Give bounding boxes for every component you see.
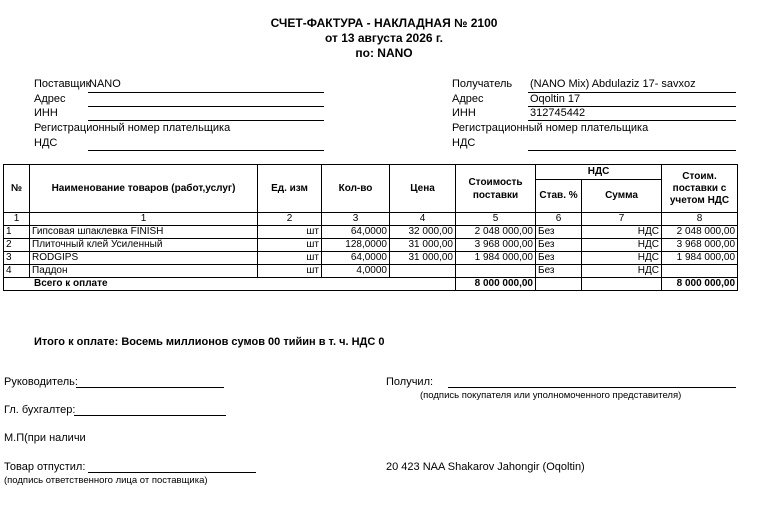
row-qty: 4,0000 <box>322 265 390 278</box>
row-unit: шт <box>258 226 322 239</box>
supplier-inn-label: ИНН <box>34 107 58 119</box>
row-cost: 2 048 000,00 <box>456 226 536 239</box>
column-numbers-row <box>4 213 738 226</box>
invoice-title: СЧЕТ-ФАКТУРА - НАКЛАДНАЯ № 2100 <box>270 16 498 30</box>
header-qty: Кол-во <box>322 165 390 213</box>
table-row <box>4 252 738 265</box>
col-number: 1 <box>4 213 30 226</box>
table-row <box>4 265 738 278</box>
invoice-table <box>3 164 738 291</box>
recipient-nds-label: НДС <box>452 137 476 149</box>
table-row <box>4 226 738 239</box>
row-cost <box>456 265 536 278</box>
released-label: Товар отпустил: <box>4 461 86 473</box>
row-rate: Без <box>536 252 582 265</box>
invoice-date: от 13 августа 2026 г. <box>324 31 444 45</box>
row-name: Плиточный клей Усиленный <box>30 239 258 252</box>
row-total <box>662 265 738 278</box>
accountant-label: Гл. бухгалтер: <box>4 404 76 416</box>
row-num: 2 <box>4 239 30 252</box>
row-price: 32 000,00 <box>390 226 456 239</box>
received-note: (подпись покупателя или уполномоченного представителя) <box>420 390 682 401</box>
recipient-label: Получатель <box>452 78 513 90</box>
row-name: RODGIPS <box>30 252 258 265</box>
row-sum: НДС <box>582 239 662 252</box>
header-cost: Стоимость поставки <box>456 165 536 213</box>
header-nds: НДС <box>536 165 662 180</box>
col-number: 4 <box>390 213 456 226</box>
row-num: 1 <box>4 226 30 239</box>
row-unit: шт <box>258 239 322 252</box>
total-with-nds: 8 000 000,00 <box>662 278 738 291</box>
row-unit: шт <box>258 252 322 265</box>
row-qty: 128,0000 <box>322 239 390 252</box>
stamp-label: М.П(при наличи <box>4 432 86 444</box>
supplier-address-line <box>88 106 324 107</box>
supplier-inn-line <box>88 120 324 121</box>
table-row <box>4 239 738 252</box>
col-number: 7 <box>582 213 662 226</box>
col-number: 6 <box>536 213 582 226</box>
power-of-attorney: 20 423 NAA Shakarov Jahongir (Oqoltin) <box>386 461 585 473</box>
row-rate: Без <box>536 226 582 239</box>
row-price: 31 000,00 <box>390 239 456 252</box>
header-price: Цена <box>390 165 456 213</box>
row-total: 2 048 000,00 <box>662 226 738 239</box>
row-price: 31 000,00 <box>390 252 456 265</box>
row-name: Гипсовая шпаклевка FINISH <box>30 226 258 239</box>
row-name: Паддон <box>30 265 258 278</box>
row-num: 3 <box>4 252 30 265</box>
received-label: Получил: <box>386 376 434 388</box>
released-signature-line <box>88 472 256 473</box>
header-sum: Сумма <box>582 180 662 213</box>
total-label: Всего к оплате <box>4 278 456 291</box>
header-total: Стоим. поставки с учетом НДС <box>662 165 738 213</box>
total-rate-empty <box>536 278 582 291</box>
supplier-value: NANO <box>89 78 121 90</box>
header-unit: Ед. изм <box>258 165 322 213</box>
recipient-value: (NANO Mix) Abdulaziz 17- savxoz <box>530 78 696 90</box>
row-sum: НДС <box>582 226 662 239</box>
row-cost: 3 968 000,00 <box>456 239 536 252</box>
col-number: 1 <box>30 213 258 226</box>
col-number: 5 <box>456 213 536 226</box>
recipient-inn-label: ИНН <box>452 107 476 119</box>
row-num: 4 <box>4 265 30 278</box>
recipient-address-label: Адрес <box>452 93 484 105</box>
row-rate: Без <box>536 239 582 252</box>
total-cost: 8 000 000,00 <box>456 278 536 291</box>
row-total: 3 968 000,00 <box>662 239 738 252</box>
row-price <box>390 265 456 278</box>
total-row <box>4 278 738 291</box>
supplier-address-label: Адрес <box>34 93 66 105</box>
header-name: Наименование товаров (работ,услуг) <box>30 165 258 213</box>
header-num: № <box>4 165 30 213</box>
supplier-line <box>88 92 324 93</box>
recipient-inn-line <box>528 120 736 121</box>
received-signature-line <box>448 387 736 388</box>
recipient-nds-line <box>528 150 736 151</box>
accountant-signature-line <box>74 415 226 416</box>
director-signature-line <box>76 387 224 388</box>
col-number: 2 <box>258 213 322 226</box>
total-sum-empty <box>582 278 662 291</box>
col-number: 3 <box>322 213 390 226</box>
header-rate: Став. % <box>536 180 582 213</box>
row-rate: Без <box>536 265 582 278</box>
supplier-reg-label: Регистрационный номер плательщика <box>34 122 231 134</box>
row-total: 1 984 000,00 <box>662 252 738 265</box>
row-cost: 1 984 000,00 <box>456 252 536 265</box>
col-number: 8 <box>662 213 738 226</box>
recipient-address-value: Oqoltin 17 <box>530 93 581 105</box>
director-label: Руководитель: <box>4 376 78 388</box>
invoice-contract: по: NANO <box>355 46 413 60</box>
recipient-inn-value: 312745442 <box>530 107 586 119</box>
row-sum: НДС <box>582 252 662 265</box>
released-note: (подпись ответственного лица от поставщика) <box>4 475 208 486</box>
supplier-nds-line <box>88 150 324 151</box>
supplier-label: Поставщик <box>34 78 91 90</box>
supplier-nds-label: НДС <box>34 137 58 149</box>
row-qty: 64,0000 <box>322 252 390 265</box>
row-sum: НДС <box>582 265 662 278</box>
recipient-reg-label: Регистрационный номер плательщика <box>452 122 649 134</box>
summary-text: Итого к оплате: Восемь миллионов сумов 00 тийин в т. ч. НДС 0 <box>34 336 385 348</box>
row-unit: шт <box>258 265 322 278</box>
row-qty: 64,0000 <box>322 226 390 239</box>
